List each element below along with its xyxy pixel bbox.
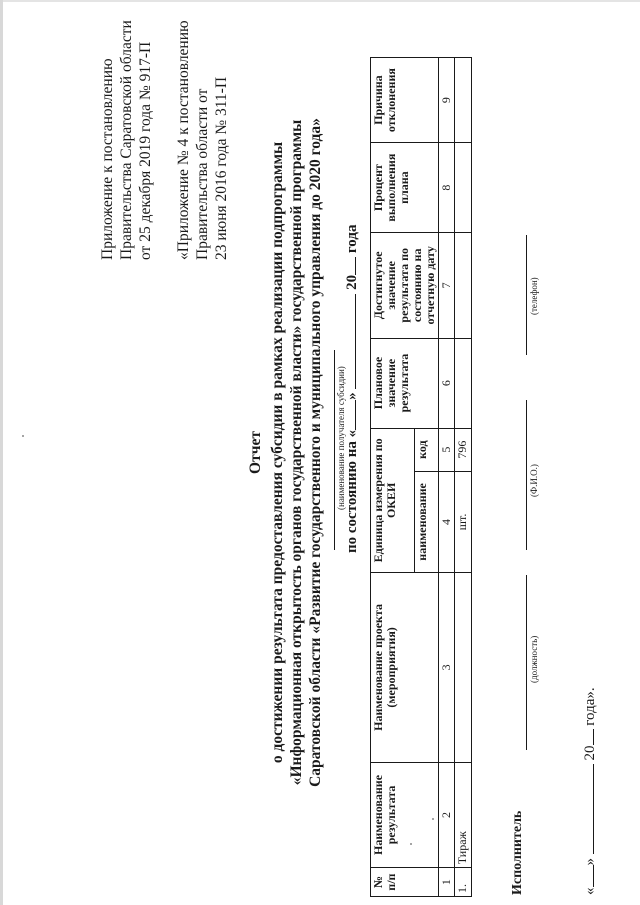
col-number: 3 [439, 573, 455, 763]
header-achieved: Достигнутое значение результата по состоянию на отчетную дату [371, 233, 439, 339]
col-number: 4 [439, 471, 455, 572]
header-percent: Процент выполнения плана [371, 143, 439, 233]
appendix-current-line-3: от 25 декабря 2019 года № 917-П [137, 41, 154, 260]
date-suffix: года». [582, 687, 598, 726]
signature-date [582, 687, 599, 895]
col-number: 9 [439, 58, 455, 143]
date-close-quote: » [582, 858, 598, 866]
recipient-caption: (наименование получателя субсидии) [336, 366, 346, 510]
cell-planned [455, 338, 472, 428]
header-reason: Причина отклонения [371, 58, 439, 143]
as-of-quote: » [344, 392, 360, 400]
results-table [370, 57, 472, 897]
report-heading: Отчет [247, 431, 264, 474]
name-underline [526, 400, 527, 550]
cell-achieved [455, 233, 472, 339]
header-unit: Единица измерения по ОКЕИ [371, 428, 415, 573]
date-century: 20 [582, 745, 598, 761]
executor-label: Исполнитель [510, 810, 525, 895]
appendix-current-line-1: Приложение к постановлению [99, 58, 116, 260]
col-number: 8 [439, 143, 455, 233]
column-number-row [439, 58, 455, 897]
as-of-day-blank [355, 400, 356, 430]
cell-percent [455, 143, 472, 233]
cell-unit-name: шт. [455, 471, 472, 572]
cell-unit-code: 796 [455, 428, 472, 471]
as-of-date [344, 225, 361, 553]
report-title-line-3: Саратовской области «Развитие государственного и муниципального управления до 2020 года» [307, 118, 324, 787]
appendix-prev-line-2: Правительства области от [194, 88, 211, 260]
cell-project [455, 573, 472, 763]
header-unit-code: код [414, 428, 438, 471]
header-no: № п/п [371, 868, 439, 897]
header-unit-name: наименование [414, 471, 438, 572]
as-of-prefix: по состоянию на « [344, 429, 360, 553]
cell-no: 1. [455, 868, 472, 897]
table-header-row [371, 58, 415, 897]
appendix-current [98, 20, 155, 260]
date-open-quote: « [582, 887, 598, 895]
name-caption: (Ф.И.О.) [529, 464, 539, 497]
header-planned: Плановое значение результата [371, 338, 439, 428]
col-number: 2 [439, 762, 455, 868]
report-title-line-2: «Информационная открытость органов государственной власти» государственной программы [288, 119, 305, 786]
table-row [455, 58, 472, 897]
as-of-year-blank [355, 257, 356, 275]
scan-speck [410, 843, 412, 845]
scan-speck [22, 435, 24, 437]
as-of-month-blank [355, 294, 356, 389]
header-project-name: Наименование проекта (мероприятия) [371, 573, 439, 763]
col-number: 1 [439, 868, 455, 897]
date-month-blank [593, 764, 594, 854]
as-of-suffix: года [344, 224, 360, 254]
col-number: 6 [439, 338, 455, 428]
as-of-century: 20 [344, 274, 360, 290]
appendix-prev-line-3: 23 июня 2016 года № 311-П [213, 76, 230, 260]
scan-speck [432, 818, 434, 820]
col-number: 7 [439, 233, 455, 339]
header-result-name: Наименование результата [371, 762, 439, 868]
date-day-blank [593, 866, 594, 888]
date-year-blank [593, 730, 594, 746]
report-title-line-1: о достижении результата предоставления субсидии в рамках реализации подпрограммы [269, 141, 286, 764]
phone-underline [526, 235, 527, 355]
position-caption: (должность) [529, 635, 539, 683]
col-number: 5 [439, 428, 455, 471]
phone-caption: (телефон) [529, 277, 539, 315]
cell-result: Тираж [455, 762, 472, 868]
appendix-previous [174, 20, 231, 260]
cell-reason [455, 58, 472, 143]
appendix-prev-line-1: «Приложение № 4 к постановлению [175, 20, 192, 260]
recipient-underline [334, 350, 335, 550]
appendix-current-line-2: Правительства Саратовской области [118, 20, 135, 260]
position-underline [526, 575, 527, 750]
